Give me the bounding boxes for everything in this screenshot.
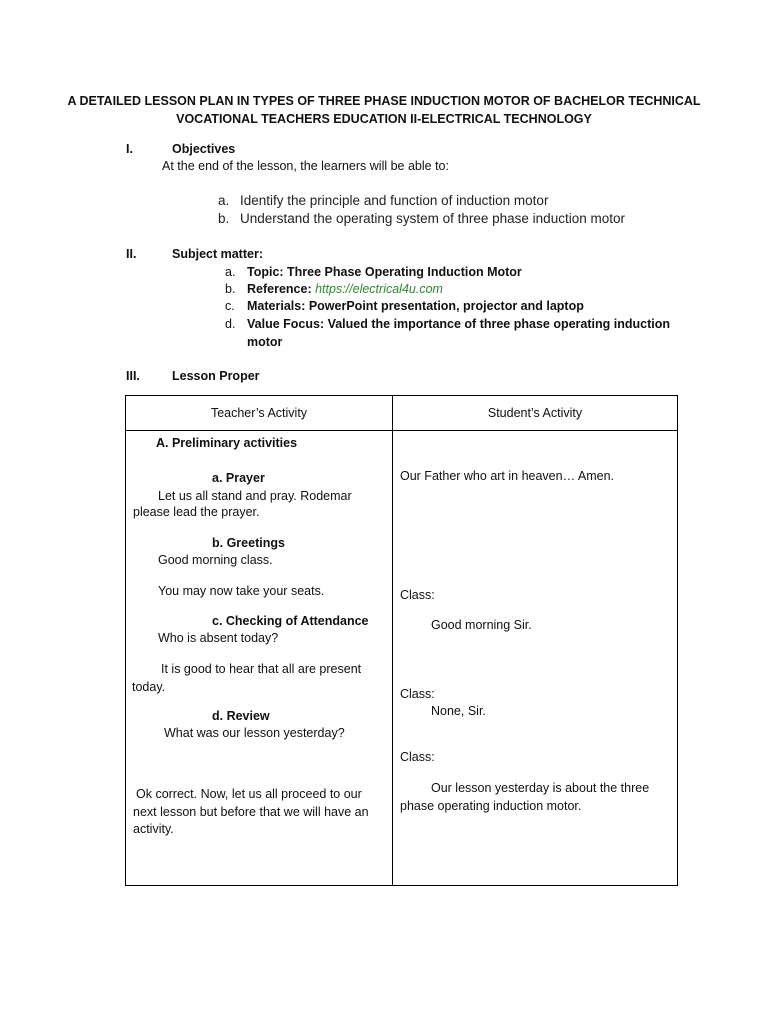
subject-item-d-cont: motor [247,335,283,349]
objective-item-a [218,193,548,208]
list-marker: d. [225,317,236,331]
header-teacher-activity: Teacher’s Activity [126,396,393,431]
prayer-heading: a. Prayer [212,471,265,485]
subject-text: Value Focus: Valued the importance of three phase operating induction [247,317,670,331]
subject-item-d [225,317,670,331]
subject-item-a [225,265,522,279]
class-label-1: Class: [400,588,435,602]
class-label-2: Class: [400,687,435,701]
attendance-heading: c. Checking of Attendance [212,614,369,628]
activity-line-1: Ok correct. Now, let us all proceed to our [136,787,362,801]
reference-link[interactable]: https://electrical4u.com [315,282,443,296]
section-3-number: III. [126,369,140,383]
review-heading: d. Review [212,709,270,723]
student-activity-cell [393,431,678,886]
table-header-row [126,396,678,431]
section-2-title: Subject matter: [172,247,263,261]
lesson-table [125,395,678,886]
list-marker: c. [225,299,235,313]
objective-text: Identify the principle and function of induction motor [240,193,549,208]
seats-line: You may now take your seats. [158,584,325,598]
objective-item-b [218,211,625,226]
teacher-activity-cell [126,431,393,886]
review-line: What was our lesson yesterday? [164,726,345,740]
list-marker: b. [225,282,236,296]
present-line-1: It is good to hear that all are present [161,662,362,676]
table-row [126,431,678,886]
objective-text: Understand the operating system of three phase induction motor [240,211,625,226]
student-prayer: Our Father who art in heaven… Amen. [400,469,614,483]
subject-text: Materials: PowerPoint presentation, projector and laptop [247,299,584,313]
list-marker: a. [225,265,236,279]
greetings-line: Good morning class. [158,553,273,567]
document-title [60,92,708,128]
reference-label: Reference: [247,282,312,296]
class-label-3: Class: [400,750,435,764]
attendance-line: Who is absent today? [158,631,279,645]
title-line-1: A DETAILED LESSON PLAN IN TYPES OF THREE PHASE INDUCTION MOTOR OF BACHELOR TECHNICAL [67,94,701,108]
preliminary-heading: A. Preliminary activities [156,436,298,450]
subject-item-c [225,299,584,313]
section-1-number: I. [126,142,133,156]
section-3-title: Lesson Proper [172,369,260,383]
prayer-line-2: please lead the prayer. [133,505,260,519]
student-absent-reply: None, Sir. [431,704,486,718]
subject-item-b [225,282,443,296]
student-review-line-2: phase operating induction motor. [400,799,582,813]
section-2-number: II. [126,247,137,261]
activity-line-2: next lesson but before that we will have an [133,805,369,819]
list-marker: a. [218,193,230,208]
activity-line-3: activity. [133,822,174,836]
greetings-heading: b. Greetings [212,536,285,550]
present-line-2: today. [132,680,166,694]
student-greeting: Good morning Sir. [431,618,532,632]
prayer-line-1: Let us all stand and pray. Rodemar [158,489,352,503]
list-marker: b. [218,211,230,226]
header-student-activity: Student’s Activity [393,396,678,431]
objectives-intro: At the end of the lesson, the learners will be able to: [162,159,449,173]
title-line-2: VOCATIONAL TEACHERS EDUCATION II-ELECTRICAL TECHNOLOGY [176,112,592,126]
student-review-line-1: Our lesson yesterday is about the three [431,781,650,795]
subject-text: Topic: Three Phase Operating Induction Motor [247,265,522,279]
section-1-title: Objectives [172,142,236,156]
